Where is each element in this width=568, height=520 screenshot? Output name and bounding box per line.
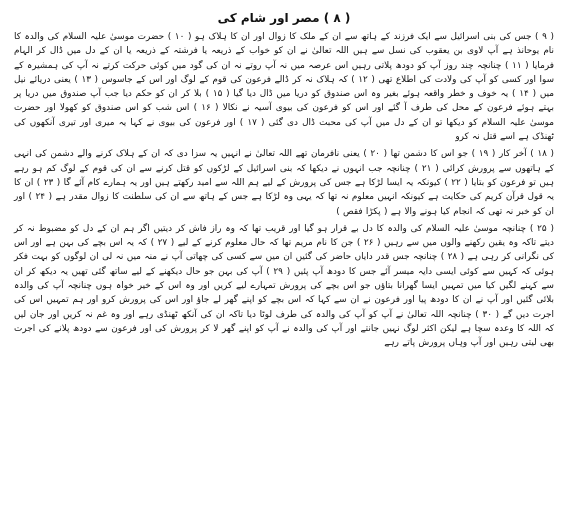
section-heading: ( ۸ ) مصر اور شام کی (217, 11, 351, 25)
body-paragraph-2: ( ۱۸ ) آخر کار ( ۱۹ ) جو اس کا دشمن تھا ( ۲۰ ) یعنی نافرمان تھے اللہ تعالیٰ نے انہیں یہ سزا دی کہ ان کے ہلاک کرنے والے دشمن کی انہی کے ہاتھوں سے پرورش کرائی ( ۲۱ ) چنانچہ جب انہوں نے دیکھا کہ بنی اسرائیل کے لڑکوں کو قتل کرنے سے ان کی قوم کے لوگ کم ہو رہے ہیں تو فرعون کو بتایا ( ۲۲ ) کیونکہ یہ ایسا لڑکا ہے جس کی پرورش کے لیے ہم اللہ سے امید رکھتے ہیں اور یہ ہمارے کام آئے گا ( ۲۳ ) ان کا یہ قول قرآن کریم کی حکایت ہے کیونکہ انہیں معلوم نہ تھا کہ یہی وہ لڑکا ہے جس کے ہاتھ سے ان کی سلطنت کا زوال مقدر ہے ( ۲۴ ) اور ان کو خبر نہ تھی کہ انجام کیا ہونے والا ہے ( پکڑا فقص ) (14, 149, 554, 217)
body-paragraph-3: ( ۲۵ ) چنانچہ موسیٰ علیہ السلام کی والدہ کا دل بے قرار ہو گیا اور قریب تھا کہ وہ راز فاش کر دیتیں اگر ہم ان کے دل کو مضبوط نہ کر دیتے تاکہ وہ یقین رکھنے والوں میں سے رہیں ( ۲۶ ) جن کا نام مریم تھا کہ حال معلوم کرنے کے لیے ( ۲۷ ) کہ یہ اس بچے کی بہن ہے اور اس کی نگرانی کر رہی ہے ( ۲۸ ) چنانچہ جس قدر دایاں حاضر کی گئیں ان میں سے کسی کی چھاتی آپ نے منہ میں نہ لی ان لوگوں کو بہت فکر ہوئی کہ کہیں سے کوئی ایسی دایہ میسر آئے جس کا دودھ آپ پئیں ( ۲۹ ) آپ کی بہن جو حال دیکھنے کے لیے ساتھ گئی تھیں یہ دیکھ کر ان سے کہنے لگیں کیا میں تمہیں ایسا گھرانا بتاؤں جو اس بچے کی پرورش تمہارے لیے کریں اور وہ اس کے خیر خواہ ہوں چنانچہ آپ کی والدہ بلائی گئیں اور آپ نے ان کا دودھ پیا اور فرعون نے ان سے کہا کہ اس بچے کو اپنے گھر لے جاؤ اور اس کی پرورش کرو اور ہم تمہیں اس کی اجرت دیں گے ( ۳۰ ) چنانچہ اللہ تعالیٰ نے آپ کو آپ کی والدہ کی طرف لوٹا دیا تاکہ ان کی آنکھ ٹھنڈی رہے اور وہ غم نہ کریں اور جان لیں کہ اللہ کا وعدہ سچا ہے لیکن اکثر لوگ نہیں جانتے اور آپ کی والدہ نے آپ کو اپنے گھر لا کر پرورش کی اور فرعون سے دودھ پلانے کی اجرت بھی لیتی رہیں اور آپ وہاں پرورش پاتے رہے (14, 223, 555, 349)
body-paragraph-1: ( ۹ ) جس کی بنی اسرائیل سے ایک فرزند کے ہاتھ سے ان کے ملک کا زوال اور ان کا ہلاک ہو ( ۱۰ ) حضرت موسیٰ علیہ السلام کی والدہ کا نام یوحانذ ہے آپ لاوی بن یعقوب کی نسل سے ہیں اللہ تعالیٰ نے ان کو خواب کے ذریعہ یا فرشتہ کے ذریعہ یا ان کے دل میں ڈال کر الہام فرمایا ( ۱۱ ) چنانچہ چند روز آپ کو دودھ پلاتی رہیں اس عرصہ میں نہ آپ روتے نہ ان کی گود میں کوئی حرکت کرتے نہ آپ کی ہمشیرہ کے سوا اور کسی کو آپ کی ولادت کی اطلاع تھی ( ۱۲ ) کہ ہلاک نہ کر ڈالے فرعون کی قوم کے لوگ اور اس کے جاسوس ( ۱۳ ) یعنی دریائے نیل میں ( ۱۴ ) یہ خوف و خطر واقعہ ہوئے بغیر وہ اس صندوق کو دریا میں ڈال دیا گیا ( ۱۵ ) بلا کر ان کو حکم دیا جب آپ صندوق میں دریا پر بہتے ہوئے فرعون کے محل کی طرف آ گئے اور اس کو فرعون کی بیوی آسیہ نے نکالا ( ۱۶ ) اس شب کو اس صندوق کو کھولا اور حضرت موسیٰ علیہ السلام کو دیکھا تو ان کے دل میں آپ کی محبت ڈال دی گئی ( ۱۷ ) اور فرعون کی بیوی نے کہا یہ میری اور تیری آنکھوں کی ٹھنڈک ہے اسے قتل نہ کرو (14, 32, 555, 143)
